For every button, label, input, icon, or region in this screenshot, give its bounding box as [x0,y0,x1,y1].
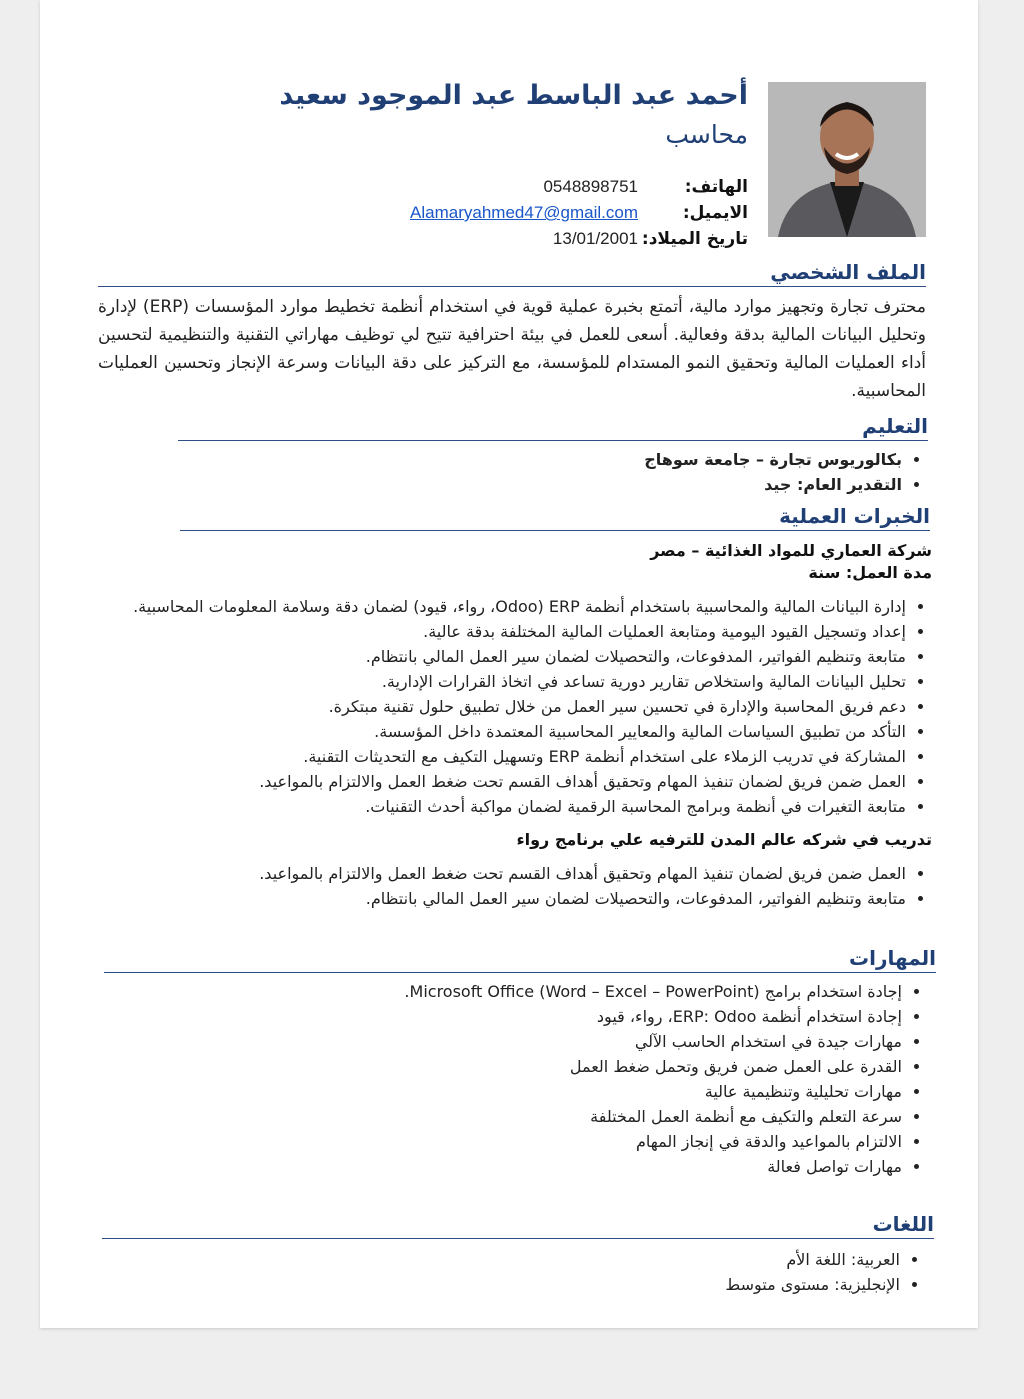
experience-list [96,594,932,819]
contact-phone [410,174,748,200]
list-item: • إعداد وتسجيل القيود اليومية ومتابعة العمليات المالية المختلفة بدقة عالية. [96,619,906,644]
list-item: • الإنجليزية: مستوى متوسط [102,1272,900,1297]
skills-list [104,979,936,1179]
job-title: محاسب [665,120,748,149]
work-duration: مدة العمل: سنة [808,563,932,582]
list-item: • العمل ضمن فريق لضمان تنفيذ المهام وتحقيق أهداف القسم تحت ضغط العمل والالتزام بالمواعيد. [96,769,906,794]
company-name: شركة العماري للمواد الغذائية – مصر [650,541,932,560]
experience-section [180,504,930,531]
contact-birthdate [410,226,748,252]
skills-section [104,946,936,1179]
list-item: • إجادة استخدام برامج Microsoft Office (Word – Excel – PowerPoint). [104,979,902,1004]
languages-heading: اللغات [102,1212,934,1239]
list-item: • مهارات تواصل فعالة [104,1154,902,1179]
full-name: أحمد عبد الباسط عبد الموجود سعيد [279,80,748,111]
list-item: • إدارة البيانات المالية والمحاسبية باستخدام أنظمة ERP (Odoo، رواء، قيود) لضمان دقة وسلامة المعلومات المحاسبية. [96,594,906,619]
profile-heading: الملف الشخصي [98,260,926,287]
list-item: • الالتزام بالمواعيد والدقة في إنجاز المهام [104,1129,902,1154]
education-heading: التعليم [178,414,928,441]
experience-heading: الخبرات العملية [180,504,930,531]
training-title: تدريب في شركه عالم المدن للترفيه علي برنامج رواء [516,830,932,849]
birthdate-label: تاريخ الميلاد: [641,229,748,249]
education-section [178,414,928,497]
email-link[interactable]: Alamaryahmed47@gmail.com [410,203,638,222]
languages-list [102,1247,934,1297]
list-item: • التأكد من تطبيق السياسات المالية والمعايير المحاسبية المعتمدة داخل المؤسسة. [96,719,906,744]
training-list [96,861,932,911]
list-item: • متابعة وتنظيم الفواتير، المدفوعات، والتحصيلات لضمان سير العمل المالي بانتظام. [96,886,906,911]
contact-email [410,200,748,226]
list-item: • إجادة استخدام أنظمة ERP: Odoo، رواء، قيود [104,1004,902,1029]
list-item: • القدرة على العمل ضمن فريق وتحمل ضغط العمل [104,1054,902,1079]
list-item: • سرعة التعلم والتكيف مع أنظمة العمل المختلفة [104,1104,902,1129]
phone-label: الهاتف: [684,177,748,197]
profile-photo [768,82,926,237]
skills-heading: المهارات [104,946,936,973]
email-label: الايميل: [682,203,748,223]
birthdate-value: 13/01/2001 [552,229,638,248]
contact-info [410,174,748,252]
list-item: • مهارات تحليلية وتنظيمية عالية [104,1079,902,1104]
list-item: • متابعة وتنظيم الفواتير، المدفوعات، والتحصيلات لضمان سير العمل المالي بانتظام. [96,644,906,669]
list-item: • المشاركة في تدريب الزملاء على استخدام أنظمة ERP وتسهيل التكيف مع التحديثات التقنية. [96,744,906,769]
list-item: • دعم فريق المحاسبة والإدارة في تحسين سير العمل من خلال تطبيق حلول تقنية مبتكرة. [96,694,906,719]
profile-section [98,260,926,405]
education-item: • بكالوريوس تجارة – جامعة سوهاج [178,447,902,472]
experience-body [96,540,932,911]
list-item: • متابعة التغيرات في أنظمة وبرامج المحاسبة الرقمية لضمان مواكبة أحدث التقنيات. [96,794,906,819]
list-item: • العربية: اللغة الأم [102,1247,900,1272]
list-item: • تحليل البيانات المالية واستخلاص تقارير دورية تساعد في اتخاذ القرارات الإدارية. [96,669,906,694]
languages-section [102,1212,934,1297]
phone-value: 0548898751 [543,177,638,196]
list-item: • مهارات جيدة في استخدام الحاسب الآلي [104,1029,902,1054]
cv-page [40,0,978,1328]
list-item: • العمل ضمن فريق لضمان تنفيذ المهام وتحقيق أهداف القسم تحت ضغط العمل والالتزام بالمواعيد. [96,861,906,886]
profile-text: محترف تجارة وتجهيز موارد مالية، أتمتع بخبرة عملية قوية في استخدام أنظمة تخطيط موارد المؤسسات (ERP) لإدارة وتحليل البيانات المالية بدقة وفعالية. أسعى للعمل في بيئة احترافية تتيح لي توظيف مهاراتي التقنية والتنظيمية لتحسين أداء العمليات المالية وتحقيق النمو المستدام للمؤسسة، مع التركيز على دقة البيانات وسرعة الإنجاز وتحسين العمليات المحاسبية. [98,297,926,401]
education-item: • التقدير العام: جيد [178,472,902,497]
